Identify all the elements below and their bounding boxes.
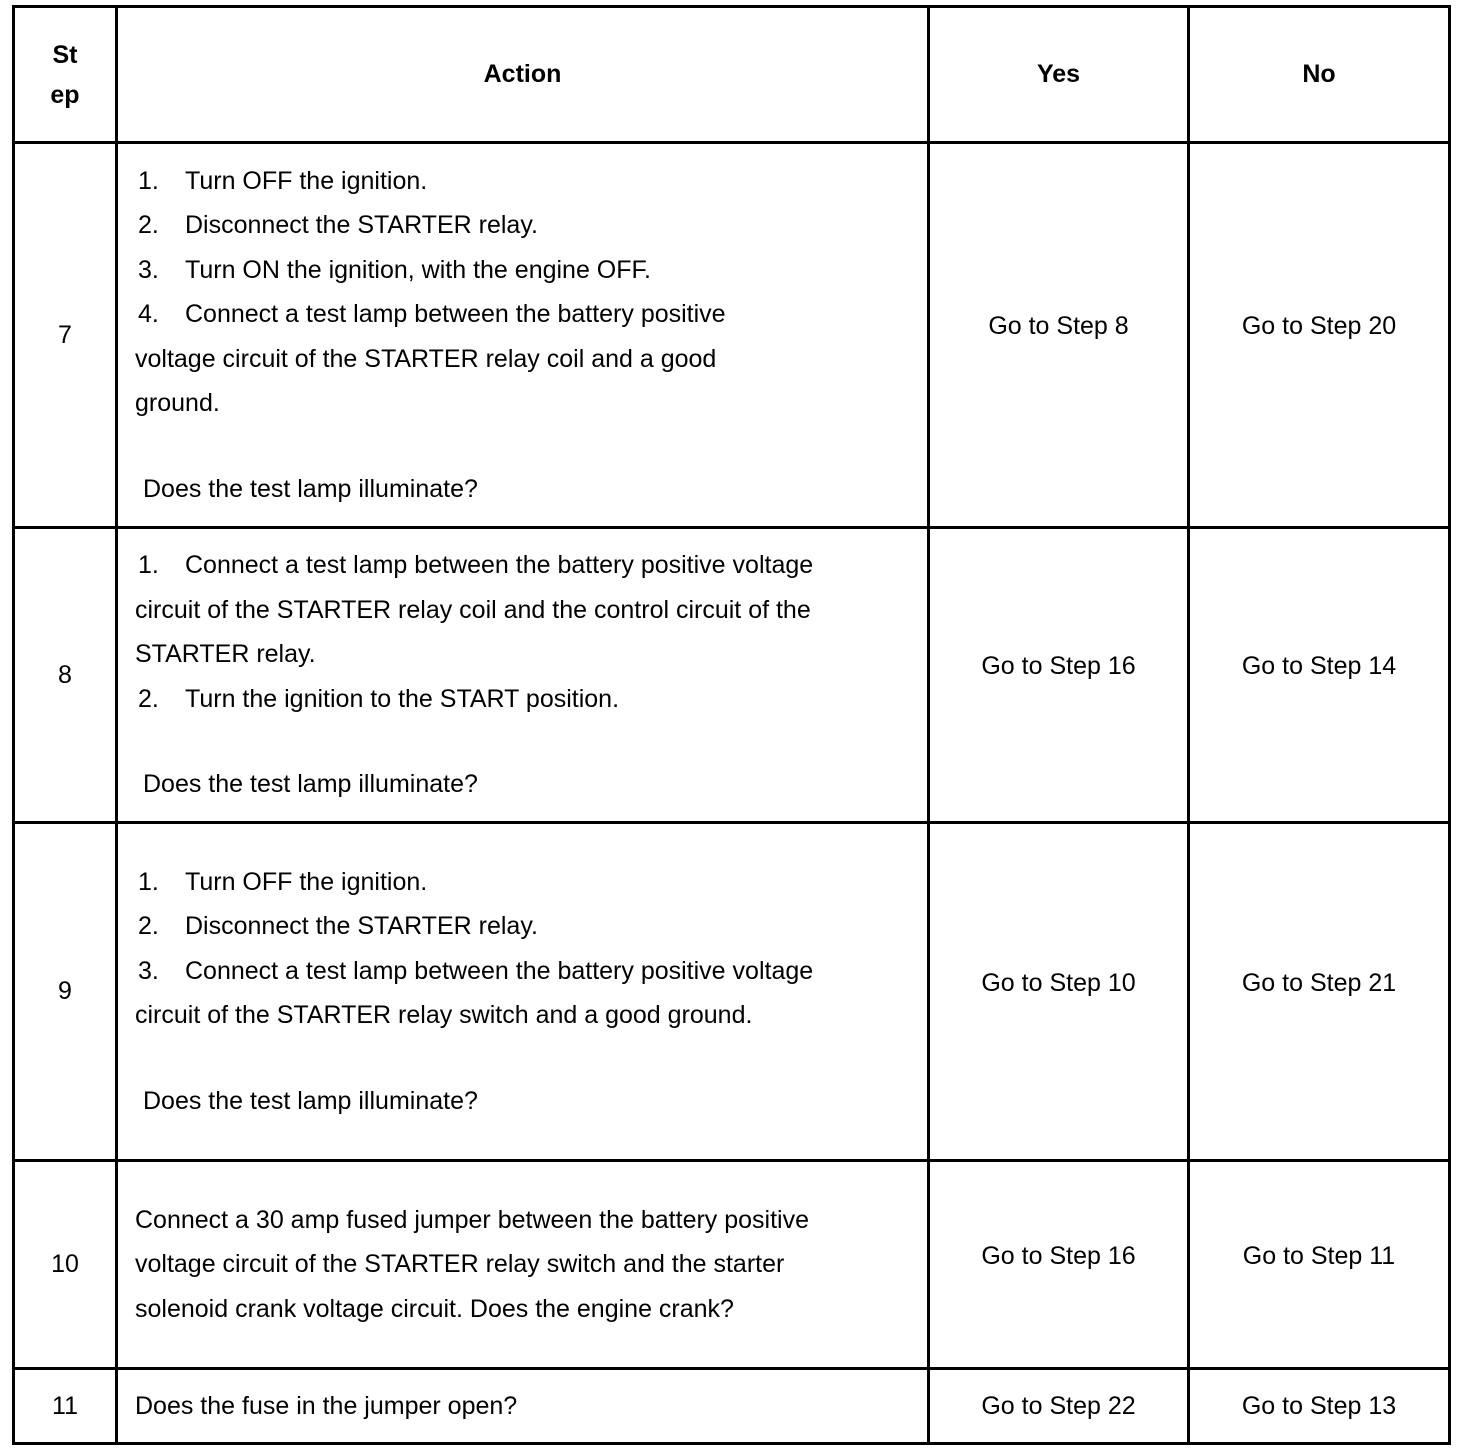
yes-answer: Go to Step 22 (981, 1391, 1136, 1420)
yes-cell (929, 1369, 1189, 1444)
diagnostic-table (12, 5, 1451, 1445)
action-cell (117, 1161, 929, 1369)
action-item (135, 292, 917, 426)
table-row (14, 143, 1450, 528)
action-cell (117, 528, 929, 823)
item-text: Connect a test lamp between the battery positive voltage circuit of the STARTER relay coil and the control circuit of the STARTER relay. (135, 551, 814, 669)
question-text: Does the test lamp illuminate? (143, 474, 478, 503)
no-answer: Go to Step 13 (1241, 1391, 1397, 1420)
step-number: 8 (14, 528, 117, 823)
action-text: Connect a 30 amp fused jumper between the battery positive voltage circuit of the STARTER relay switch and the starter solenoid crank voltage circuit. Does the engine crank? (135, 1205, 810, 1323)
table-row (14, 823, 1450, 1161)
step-header-line2: ep (50, 80, 80, 109)
action-item (135, 860, 917, 905)
item-text: Turn OFF the ignition. (185, 166, 428, 195)
yes-header: Yes (929, 7, 1189, 143)
question-text: Does the test lamp illuminate? (143, 1086, 478, 1115)
item-number: 2. (138, 912, 159, 941)
yes-cell (929, 528, 1189, 823)
action-item (135, 677, 917, 722)
no-cell (1189, 1161, 1450, 1369)
no-answer: Go to Step 14 (1241, 652, 1397, 680)
step-number: 11 (14, 1369, 117, 1444)
no-cell (1189, 823, 1450, 1161)
header-row (14, 7, 1450, 143)
no-answer: Go to Step 20 (1241, 312, 1397, 340)
no-header: No (1189, 7, 1450, 143)
item-number: 3. (138, 956, 159, 985)
item-number: 2. (138, 211, 159, 240)
yes-cell (929, 143, 1189, 528)
item-text: Turn ON the ignition, with the engine OFF. (185, 255, 651, 284)
step-header-line1: St (52, 40, 78, 69)
item-text: Disconnect the STARTER relay. (185, 211, 538, 240)
yes-cell (929, 823, 1189, 1161)
action-item (135, 949, 917, 1038)
action-cell (117, 823, 929, 1161)
step-number: 7 (14, 143, 117, 528)
action-item (135, 248, 917, 293)
action-cell (117, 1369, 929, 1444)
action-text: Does the fuse in the jumper open? (135, 1391, 518, 1420)
yes-answer: Go to Step 10 (981, 968, 1136, 997)
action-item (135, 203, 917, 248)
item-number: 1. (138, 551, 159, 580)
step-number: 9 (14, 823, 117, 1161)
item-text: Turn OFF the ignition. (185, 867, 428, 896)
question-text: Does the test lamp illuminate? (143, 770, 478, 799)
yes-answer: Go to Step 16 (981, 1241, 1136, 1270)
no-answer: Go to Step 21 (1241, 968, 1397, 997)
item-text: Disconnect the STARTER relay. (185, 912, 538, 941)
step-number: 10 (14, 1161, 117, 1369)
no-answer: Go to Step 11 (1242, 1241, 1396, 1270)
item-text: Connect a test lamp between the battery positive voltage circuit of the STARTER relay coil and a good ground. (135, 300, 726, 418)
item-number: 3. (138, 255, 159, 284)
item-number: 1. (138, 867, 159, 896)
item-text: Connect a test lamp between the battery positive voltage circuit of the STARTER relay switch and a good ground. (135, 956, 814, 1030)
yes-cell (929, 1161, 1189, 1369)
action-item (135, 543, 917, 677)
item-text: Turn the ignition to the START position. (185, 684, 620, 713)
item-number: 2. (138, 684, 159, 713)
yes-answer: Go to Step 8 (988, 312, 1129, 340)
item-number: 1. (138, 166, 159, 195)
step-header (14, 7, 117, 143)
table-row (14, 528, 1450, 823)
action-cell (117, 143, 929, 528)
table-row (14, 1369, 1450, 1444)
item-number: 4. (138, 300, 159, 329)
table-row (14, 1161, 1450, 1369)
no-cell (1189, 528, 1450, 823)
action-header: Action (117, 7, 929, 143)
no-cell (1189, 143, 1450, 528)
no-cell (1189, 1369, 1450, 1444)
action-item (135, 159, 917, 204)
yes-answer: Go to Step 16 (981, 652, 1136, 680)
action-item (135, 904, 917, 949)
